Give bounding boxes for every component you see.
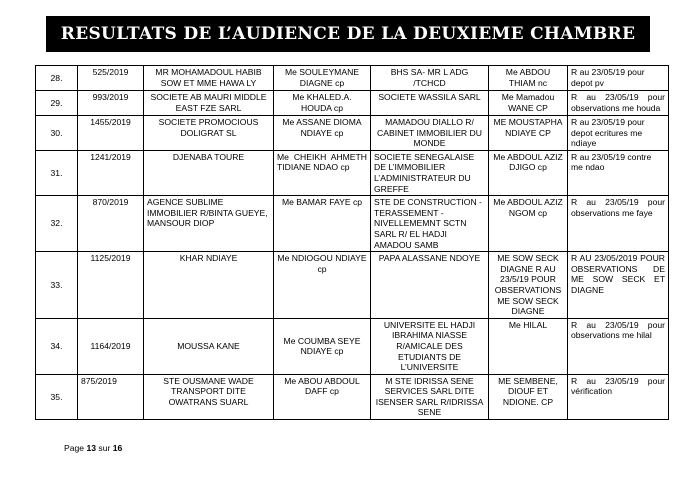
defendant-lawyer-cell: Me Mamadou WANE CP xyxy=(489,91,568,116)
table-row xyxy=(36,91,669,116)
table-row xyxy=(36,374,669,419)
table-row xyxy=(36,116,669,151)
row-number: 31. xyxy=(36,150,78,195)
plaintiff-cell: STE OUSMANE WADE TRANSPORT DITE OWATRANS SUARL xyxy=(144,374,274,419)
hearing-results-table xyxy=(35,65,669,420)
row-number: 34. xyxy=(36,318,78,374)
table-row xyxy=(36,318,669,374)
page-title: RESULTATS DE L’AUDIENCE DE LA DEUXIEME CHAMBRE xyxy=(60,24,636,44)
decision-cell: R AU 23/05/2019 POUR OBSERVATIONS DE ME SOW SECK ET DIAGNE xyxy=(568,252,669,319)
plaintiff-cell: MOUSSA KANE xyxy=(144,318,274,374)
title-banner xyxy=(46,16,650,52)
defendant-cell: UNIVERSITE EL HADJI IBRAHIMA NIASSE R/AMICALE DES ETUDIANTS DE L’UNIVERSITE xyxy=(371,318,489,374)
table-row xyxy=(36,150,669,195)
defendant-lawyer-cell: Me ABDOUL AZIZ NGOM cp xyxy=(489,196,568,252)
table-row xyxy=(36,196,669,252)
defendant-lawyer-cell: ME SEMBENE, DIOUF ET NDIONE. CP xyxy=(489,374,568,419)
case-number: 1241/2019 xyxy=(78,150,144,195)
plaintiff-cell: KHAR NDIAYE xyxy=(144,252,274,319)
defendant-cell: PAPA ALASSANE NDOYE xyxy=(371,252,489,319)
row-number: 30. xyxy=(36,116,78,151)
defendant-cell: M STE IDRISSA SENE SERVICES SARL DITE ISENSER SARL R/IDRISSA SENE xyxy=(371,374,489,419)
defendant-cell: SOCIETE WASSILA SARL xyxy=(371,91,489,116)
case-number: 1455/2019 xyxy=(78,116,144,151)
decision-cell: R au 23/05/19 contre me ndao xyxy=(568,150,669,195)
defendant-cell: SOCIETE SENEGALAISE DE L’IMMOBILIER L’ADMINISTRATEUR DU GREFFE xyxy=(371,150,489,195)
row-number: 33. xyxy=(36,252,78,319)
plaintiff-lawyer-cell: Me ASSANE DIOMA NDIAYE cp xyxy=(274,116,371,151)
decision-cell: R au 23/05/19 pour depot ecritures me ndiaye xyxy=(568,116,669,151)
page-separator: sur xyxy=(98,443,111,453)
plaintiff-lawyer-cell: Me ABOU ABDOUL DAFF cp xyxy=(274,374,371,419)
plaintiff-cell: MR MOHAMADOUL HABIB SOW ET MME HAWA LY xyxy=(144,66,274,91)
plaintiff-cell: AGENCE SUBLIME IMMOBILIER R/BINTA GUEYE, MANSOUR DIOP xyxy=(144,196,274,252)
plaintiff-lawyer-cell: Me SOULEYMANE DIAGNE cp xyxy=(274,66,371,91)
plaintiff-lawyer-cell: Me COUMBA SEYE NDIAYE cp xyxy=(274,318,371,374)
decision-cell: R au 23/05/19 pour observations me hilal xyxy=(568,318,669,374)
decision-cell: R au 23/05/19 pour observations me houda xyxy=(568,91,669,116)
row-number: 29. xyxy=(36,91,78,116)
row-number: 28. xyxy=(36,66,78,91)
plaintiff-lawyer-cell: Me KHALED.A. HOUDA cp xyxy=(274,91,371,116)
plaintiff-lawyer-cell: Me CHEIKH AHMETH TIDIANE NDAO cp xyxy=(274,150,371,195)
defendant-cell: BHS SA- MR L ADG /TCHCD xyxy=(371,66,489,91)
plaintiff-lawyer-cell: Me NDIOGOU NDIAYE cp xyxy=(274,252,371,319)
plaintiff-cell: DJENABA TOURE xyxy=(144,150,274,195)
page-footer xyxy=(64,443,122,453)
case-number: 1164/2019 xyxy=(78,318,144,374)
page-current: 13 xyxy=(86,443,97,453)
plaintiff-cell: SOCIETE PROMOCIOUS DOLIGRAT SL xyxy=(144,116,274,151)
decision-cell: R au 23/05/19 pour depot pv xyxy=(568,66,669,91)
case-number: 993/2019 xyxy=(78,91,144,116)
page-label: Page xyxy=(64,443,85,453)
plaintiff-cell: SOCIETE AB MAURI MIDDLE EAST FZE SARL xyxy=(144,91,274,116)
table-row xyxy=(36,252,669,319)
defendant-lawyer-cell: ME MOUSTAPHA NDIAYE CP xyxy=(489,116,568,151)
decision-cell: R au 23/05/19 pour observations me faye xyxy=(568,196,669,252)
case-number: 525/2019 xyxy=(78,66,144,91)
defendant-cell: STE DE CONSTRUCTION - TERASSEMENT - NIVELLEMEMNT SCTN SARL R/ EL HADJI AMADOU SAMB xyxy=(371,196,489,252)
page-total: 16 xyxy=(112,443,123,453)
case-number: 1125/2019 xyxy=(78,252,144,319)
case-number: 870/2019 xyxy=(78,196,144,252)
case-number: 875/2019 xyxy=(78,374,144,419)
table-row xyxy=(36,66,669,91)
defendant-lawyer-cell: Me ABDOUL AZIZ DJIGO cp xyxy=(489,150,568,195)
defendant-lawyer-cell: ME SOW SECK DIAGNE R AU 23/5/19 POUR OBSERVATIONS ME SOW SECK DIAGNE xyxy=(489,252,568,319)
defendant-lawyer-cell: Me ABDOU THIAM nc xyxy=(489,66,568,91)
row-number: 32. xyxy=(36,196,78,252)
defendant-lawyer-cell: Me HILAL xyxy=(489,318,568,374)
defendant-cell: MAMADOU DIALLO R/ CABINET IMMOBILIER DU MONDE xyxy=(371,116,489,151)
decision-cell: R au 23/05/19 pour vérification xyxy=(568,374,669,419)
plaintiff-lawyer-cell: Me BAMAR FAYE cp xyxy=(274,196,371,252)
row-number: 35. xyxy=(36,374,78,419)
